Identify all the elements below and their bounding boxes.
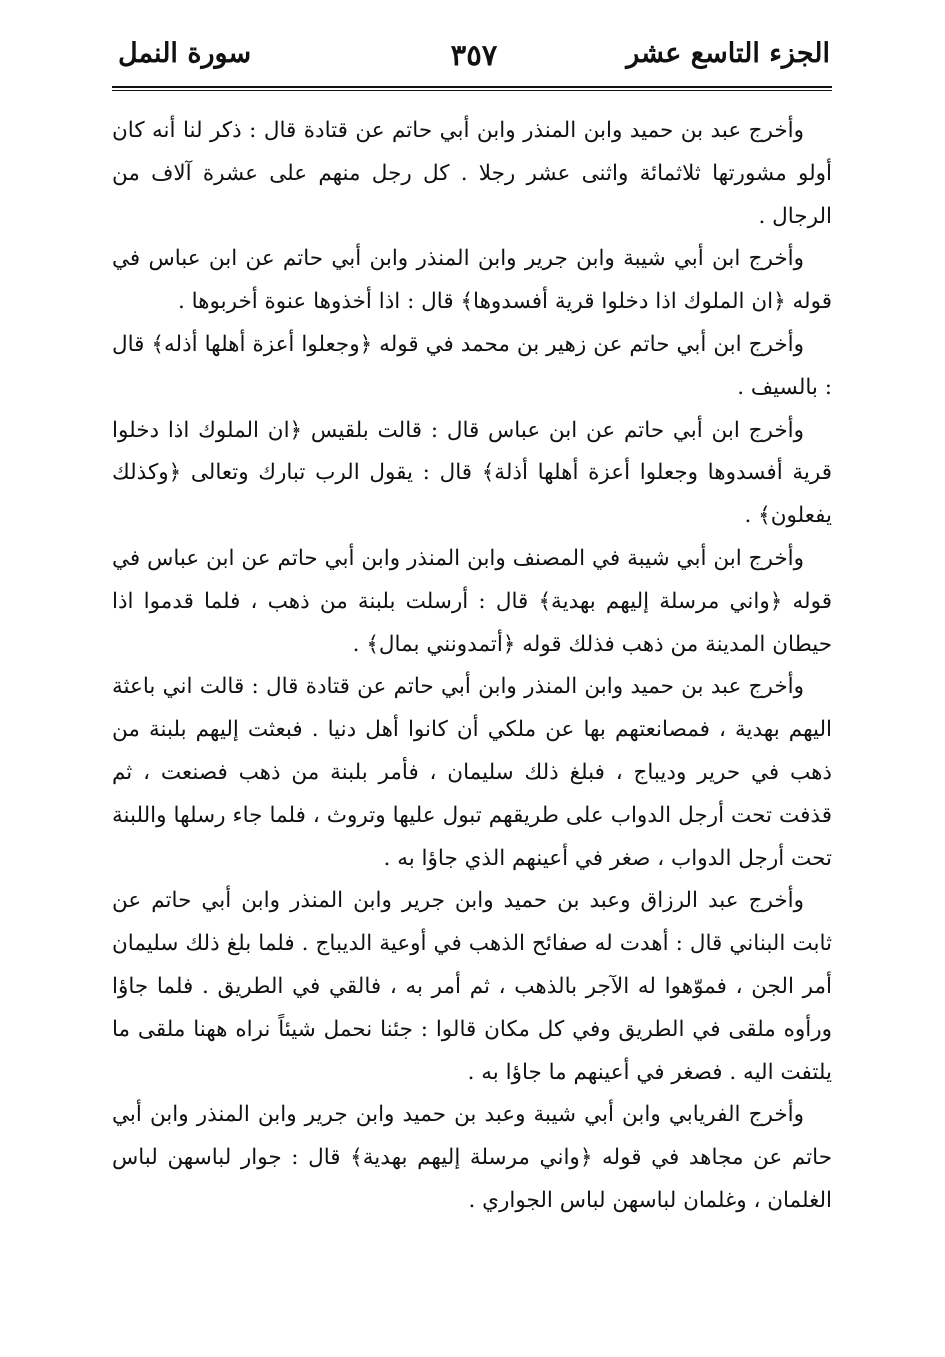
paragraph: وأخرج الفريابي وابن أبي شيبة وعبد بن حميد وابن جرير وابن المنذر وابن أبي حاتم عن مجاهد في قوله ﴿واني مرسلة إليهم بهدية﴾ قال : جوار لباسهن لباس الغلمان ، وغلمان لباسهن لباس الجواري . bbox=[112, 1102, 832, 1213]
paragraph: وأخرج عبد بن حميد وابن المنذر وابن أبي حاتم عن قتادة قال : ذكر لنا أنه كان أولو مشورتها ثلاثمائة واثنى عشر رجلا . كل رجل منهم على عشرة آلاف من الرجال . bbox=[112, 118, 832, 229]
paragraph: وأخرج عبد بن حميد وابن المنذر وابن أبي حاتم عن قتادة قال : قالت اني باعثة اليهم بهدية ، فمصانعتهم بها عن ملكي أن كانوا أهل دنيا . فبعثت إليهم بلبنة من ذهب في حرير وديباج ، فبلغ ذلك سليمان ، فأمر بلبنة من ذهب فصنعت ، ثم قذفت تحت أرجل الدواب على طريقهم تبول عليها وتروث ، فلما جاء رسلها واللبنة تحت أرجل الدواب ، صغر في أعينهم الذي جاؤا به . bbox=[112, 674, 832, 871]
running-header bbox=[118, 38, 830, 82]
paragraph: وأخرج عبد الرزاق وعبد بن حميد وابن جرير وابن المنذر وابن أبي حاتم عن ثابت البناني قال : أهدت له صفائح الذهب في أوعية الديباج . فلما بلغ ذلك سليمان أمر الجن ، فموّهوا له الآجر بالذهب ، ثم أمر به ، فالقي في الطريق . فلما جاؤا ورأوه ملقى في الطريق وفي كل مكان قالوا : جئنا نحمل شيئاً نراه ههنا ملقى ما يلتفت اليه . فصغر في أعينهم ما جاؤا به . bbox=[112, 888, 833, 1085]
paragraph: وأخرج ابن أبي حاتم عن ابن عباس قال : قالت بلقيس ﴿ان الملوك اذا دخلوا قرية أفسدوها وجعلوا أعزة أهلها أذلة﴾ قال : يقول الرب تبارك وتعالى ﴿وكذلك يفعلون﴾ . bbox=[112, 417, 832, 529]
paragraph: وأخرج ابن أبي شيبة في المصنف وابن المنذر وابن أبي حاتم عن ابن عباس في قوله ﴿واني مرسلة إليهم بهدية﴾ قال : أرسلت بلبنة من ذهب ، فلما قدموا اذا حيطان المدينة من ذهب فذلك قوله ﴿أتمدونني بمال﴾ . bbox=[112, 545, 832, 657]
page-body bbox=[112, 110, 832, 1223]
part-label: الجزء التاسع عشر bbox=[626, 38, 830, 69]
paragraph: وأخرج ابن أبي حاتم عن زهير بن محمد في قوله ﴿وجعلوا أعزة أهلها أذله﴾ قال : بالسيف . bbox=[112, 331, 832, 400]
paragraph: وأخرج ابن أبي شيبة وابن جرير وابن المنذر وابن أبي حاتم عن ابن عباس في قوله ﴿ان الملوك اذا دخلوا قرية أفسدوها﴾ قال : اذا أخذوها عنوة أخربوها . bbox=[112, 246, 832, 315]
surah-label: سورة النمل bbox=[118, 38, 252, 69]
page-number: ٣٥٧ bbox=[450, 38, 498, 72]
header-rule bbox=[112, 86, 832, 91]
